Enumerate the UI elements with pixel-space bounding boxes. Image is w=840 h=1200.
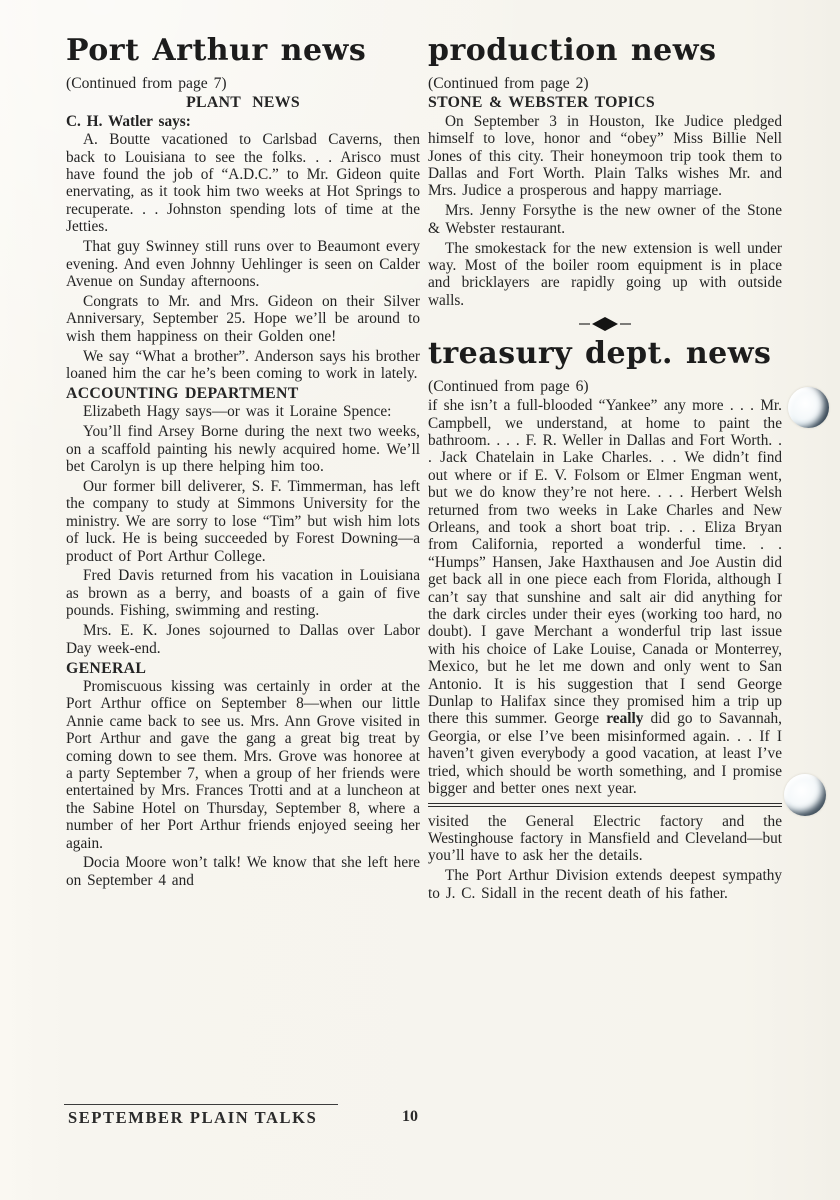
paragraph: The Port Arthur Division extends deepest sympathy to J. C. Sidall in the recent death of his father.: [428, 867, 782, 902]
right-column: [428, 34, 782, 905]
paragraph: Elizabeth Hagy says—or was it Loraine Spence:: [83, 403, 392, 421]
diamond-ornament-icon: [428, 316, 782, 330]
paragraph: You’ll find Arsey Borne during the next two weeks, on a scaffold painting his newly acquired home. We’ll bet Carolyn is up there helping him too.: [66, 423, 420, 476]
headline-production-news: production news: [428, 33, 717, 68]
paragraph: A. Boutte vacationed to Carlsbad Caverns, then back to Louisiana to see the folks. . . Arisco must have found the job of “A.D.C.” to Mr. Gideon quite enervating, as it took him two weeks at Hot Springs to recuperate. . . Johnston spending lots of time at the Jetties.: [66, 131, 420, 236]
paragraph: Our former bill deliverer, S. F. Timmerman, has left the company to study at Simmons University for the ministry. We are sorry to lose “Tim” but wish him lots of luck. He is being succeeded by Forest Downing—a product of Port Arthur College.: [66, 477, 420, 565]
subhead-accounting-department: ACCOUNTING DEPARTMENT: [66, 384, 299, 402]
headline-port-arthur-news: Port Arthur news: [66, 33, 367, 68]
continued-from-note: (Continued from page 2): [428, 75, 589, 92]
section-divider-rule: [428, 803, 782, 807]
paragraph-text: if she isn’t a full-blooded “Yankee” any more . . . Mr. Campbell, we understand, at home to paint the bathroom. . . . F. R. Weller in Dallas and Fort Worth. . . Jack Chatelain in Lake Charles. . . We didn’t find out where or if E. V. Folsom or Elmer Engman went, but we do know they’re not here. . . . Herbert Welsh returned from two weeks in Lake Charles and New Orleans, and took a short boat trip. . . Eliza Bryan from California, reported a wonderful time. . . “Humps” Hansen, Jake Haxthausen and Joe Austin did get back all in one piece each from Florida, although I can’t say that sunshine and salt air did anything for the dark circles under their eyes (working too hard, no doubt). I gave Merchant a wonderful trip last issue with his choice of Lake Louise, Canada or Monterrey, Mexico, but he let me down and only went to San Antonio. It is his suggestion that I send George Dunlap to Halifax since they promised him a trip up there this summer. George: [428, 397, 782, 728]
subhead-stone-webster-topics: STONE & WEBSTER TOPICS: [428, 94, 655, 112]
paragraph: On September 3 in Houston, Ike Judice pledged himself to love, honor and “obey” Miss Billie Nell Jones of this city. Their honeymoon trip took them to Dallas and Fort Worth. Plain Talks wishes Mr. and Mrs. Judice a prosperous and happy marriage.: [428, 112, 782, 200]
footer-publication-title: SEPTEMBER PLAIN TALKS: [68, 1108, 318, 1127]
footer-rule: [64, 1104, 338, 1105]
paragraph: Fred Davis returned from his vacation in Louisiana as brown as a berry, and boasts of a gain of five pounds. Fishing, swimming and resting.: [66, 567, 420, 620]
emphasized-word: really: [606, 710, 644, 728]
headline-treasury-dept-news: treasury dept. news: [428, 335, 772, 371]
footer-page-number: 10: [402, 1108, 418, 1125]
paragraph: Promiscuous kissing was certainly in order at the Port Arthur office on September 8—when our little Annie came back to see us. Mrs. Ann Grove visited in Port Arthur and gave the gang a great big treat by coming down to see them. Mrs. Grove was honoree at a party September 7, when a group of her friends were entertained by Mrs. Frances Trotti and at a luncheon at the Sabine Hotel on Thursday, September 8, where a number of her Port Arthur friends enjoyed seeing her again.: [66, 677, 420, 852]
left-column: [66, 34, 420, 892]
paragraph: We say “What a brother”. Anderson says his brother loaned him the car he’s been coming to work in lately.: [66, 347, 420, 382]
subhead-general: GENERAL: [66, 659, 147, 677]
paragraph: Congrats to Mr. and Mrs. Gideon on their Silver Anniversary, September 25. Hope we’ll be around to wish them happiness on their Golden one!: [66, 292, 420, 345]
continued-from-note: (Continued from page 6): [428, 377, 589, 395]
punch-hole: [784, 774, 826, 816]
paragraph: That guy Swinney still runs over to Beaumont every evening. And even Johnny Uehlinger is seen on Calder Avenue on Sunday afternoons.: [66, 238, 420, 290]
paragraph: Mrs. E. K. Jones sojourned to Dallas over Labor Day week-end.: [66, 622, 420, 657]
paragraph: Mrs. Jenny Forsythe is the new owner of the Stone & Webster restaurant.: [428, 202, 782, 237]
punch-hole: [788, 387, 829, 428]
paragraph-text: did go to Savannah, Georgia, or else I’ve been misinformed again. . . If I haven’t given everybody a good vacation, at least I’ve tried, which should be worth something, and I promise bigger and better ones next year.: [428, 710, 782, 798]
paragraph: Docia Moore won’t talk! We know that she left here on September 4 and: [66, 854, 420, 889]
paragraph: visited the General Electric factory and the Westinghouse factory in Mansfield and Cleveland—but you’ll have to ask her the details.: [428, 812, 782, 865]
byline-watler: C. H. Watler says:: [66, 112, 191, 130]
paragraph: The smokestack for the new extension is well under way. Most of the boiler room equipment is in place and bricklayers are rapidly going up with outside walls.: [428, 239, 782, 309]
continued-from-note: (Continued from page 7): [66, 75, 227, 92]
subhead-plant-news: PLANT NEWS: [186, 94, 300, 112]
paragraph: [428, 397, 782, 797]
